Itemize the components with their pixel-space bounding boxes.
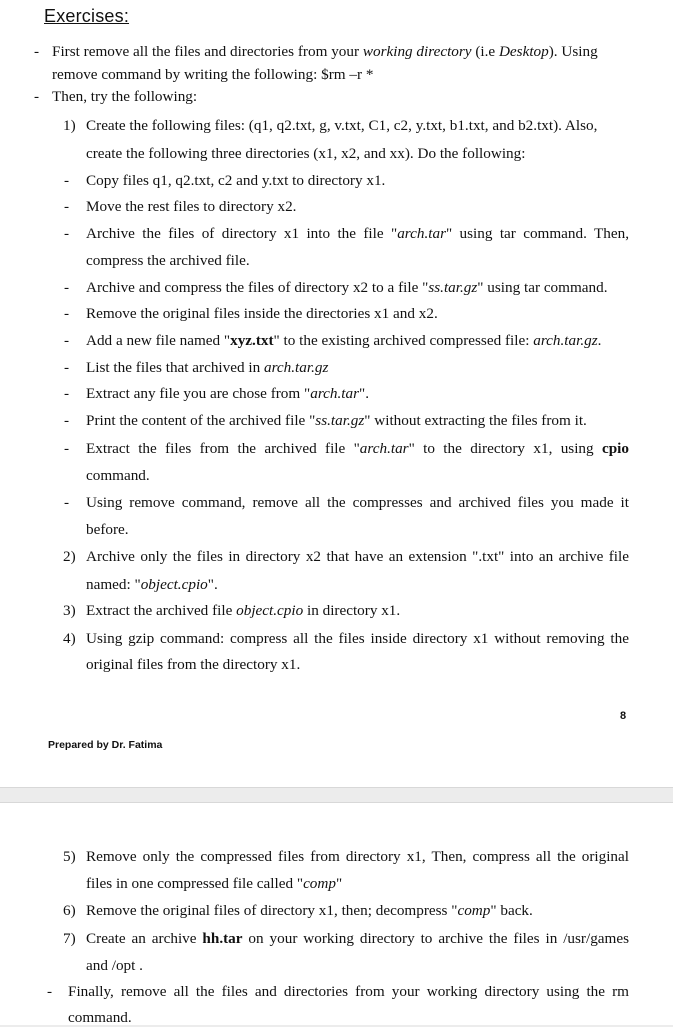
item-line: Archive only the files in directory x2 that have an extension ".txt" into an archive file [86, 548, 629, 565]
item-line: Remove the original files of directory x1, then; decompress "comp" back. [86, 902, 533, 919]
subitem-line: Archive the files of directory x1 into the file "arch.tar" using tar command. Then, [86, 225, 629, 242]
bullet-marker: - [64, 172, 70, 189]
subitem-line: Extract the files from the archived file "arch.tar" to the directory x1, using cpio [86, 440, 629, 457]
item-number: 1) [63, 117, 76, 134]
item-number: 4) [63, 630, 76, 647]
subitem-line: before. [86, 521, 129, 538]
bullet-marker: - [64, 225, 70, 242]
bullet-marker: - [64, 359, 70, 376]
item-number: 2) [63, 548, 76, 565]
item-line: create the following three directories (x1, x2, and xx). Do the following: [86, 145, 526, 162]
bullet-marker: - [34, 88, 40, 105]
exercises-heading: Exercises: [44, 6, 130, 26]
item-number: 7) [63, 930, 76, 947]
bullet-marker: - [64, 332, 70, 349]
subitem-line: Archive and compress the files of directory x2 to a file "ss.tar.gz" using tar command. [86, 279, 608, 296]
page-number: 8 [620, 710, 627, 722]
finally-line: Finally, remove all the files and directories from your working directory using the rm [68, 983, 629, 1000]
intro-line: remove command by writing the following: $rm –r * [52, 66, 374, 83]
finally-line: command. [68, 1009, 132, 1026]
intro-line: Then, try the following: [52, 88, 198, 105]
subitem-line: Print the content of the archived file "ss.tar.gz" without extracting the files from it. [86, 412, 587, 429]
bullet-marker: - [64, 279, 70, 296]
bullet-marker: - [34, 43, 40, 60]
subitem-line: Using remove command, remove all the compresses and archived files you made it [86, 494, 629, 511]
item-line: and /opt . [86, 957, 143, 974]
item-line: Extract the archived file object.cpio in directory x1. [86, 602, 401, 619]
prepared-by-footer: Prepared by Dr. Fatima [48, 739, 163, 751]
bullet-marker: - [64, 440, 70, 457]
item-line: original files from the directory x1. [86, 656, 301, 673]
item-line: Using gzip command: compress all the files inside directory x1 without removing the [86, 630, 629, 647]
bullet-marker: - [64, 385, 70, 402]
subitem-line: compress the archived file. [86, 252, 250, 269]
item-number: 6) [63, 902, 76, 919]
subitem-line: Remove the original files inside the directories x1 and x2. [86, 305, 438, 322]
subitem-line: Extract any file you are chose from "arch.tar". [86, 385, 370, 402]
subitem-line: Copy files q1, q2.txt, c2 and y.txt to directory x1. [86, 172, 386, 189]
intro-line: First remove all the files and directories from your working directory (i.e Desktop). Using [52, 43, 598, 60]
item-line: Create the following files: (q1, q2.txt, g, v.txt, C1, c2, y.txt, b1.txt, and b2.txt). Also, [86, 117, 598, 134]
item-line: Create an archive hh.tar on your working directory to archive the files in /usr/games [86, 930, 630, 947]
subitem-line: List the files that archived in arch.tar.gz [86, 359, 329, 376]
subitem-line: command. [86, 467, 150, 484]
bullet-marker: - [64, 305, 70, 322]
bullet-marker: - [64, 198, 70, 215]
bullet-marker: - [47, 983, 53, 1000]
item-number: 5) [63, 848, 76, 865]
item-line: named: "object.cpio". [86, 576, 218, 593]
item-line: Remove only the compressed files from directory x1, Then, compress all the original [86, 848, 629, 865]
bullet-marker: - [64, 412, 70, 429]
bullet-marker: - [64, 494, 70, 511]
subitem-line: Move the rest files to directory x2. [86, 198, 297, 215]
item-line: files in one compressed file called "comp" [86, 875, 343, 892]
subitem-line: Add a new file named "xyz.txt" to the existing archived compressed file: arch.tar.gz. [86, 332, 602, 349]
item-number: 3) [63, 602, 76, 619]
document-page-2 [0, 802, 673, 1025]
